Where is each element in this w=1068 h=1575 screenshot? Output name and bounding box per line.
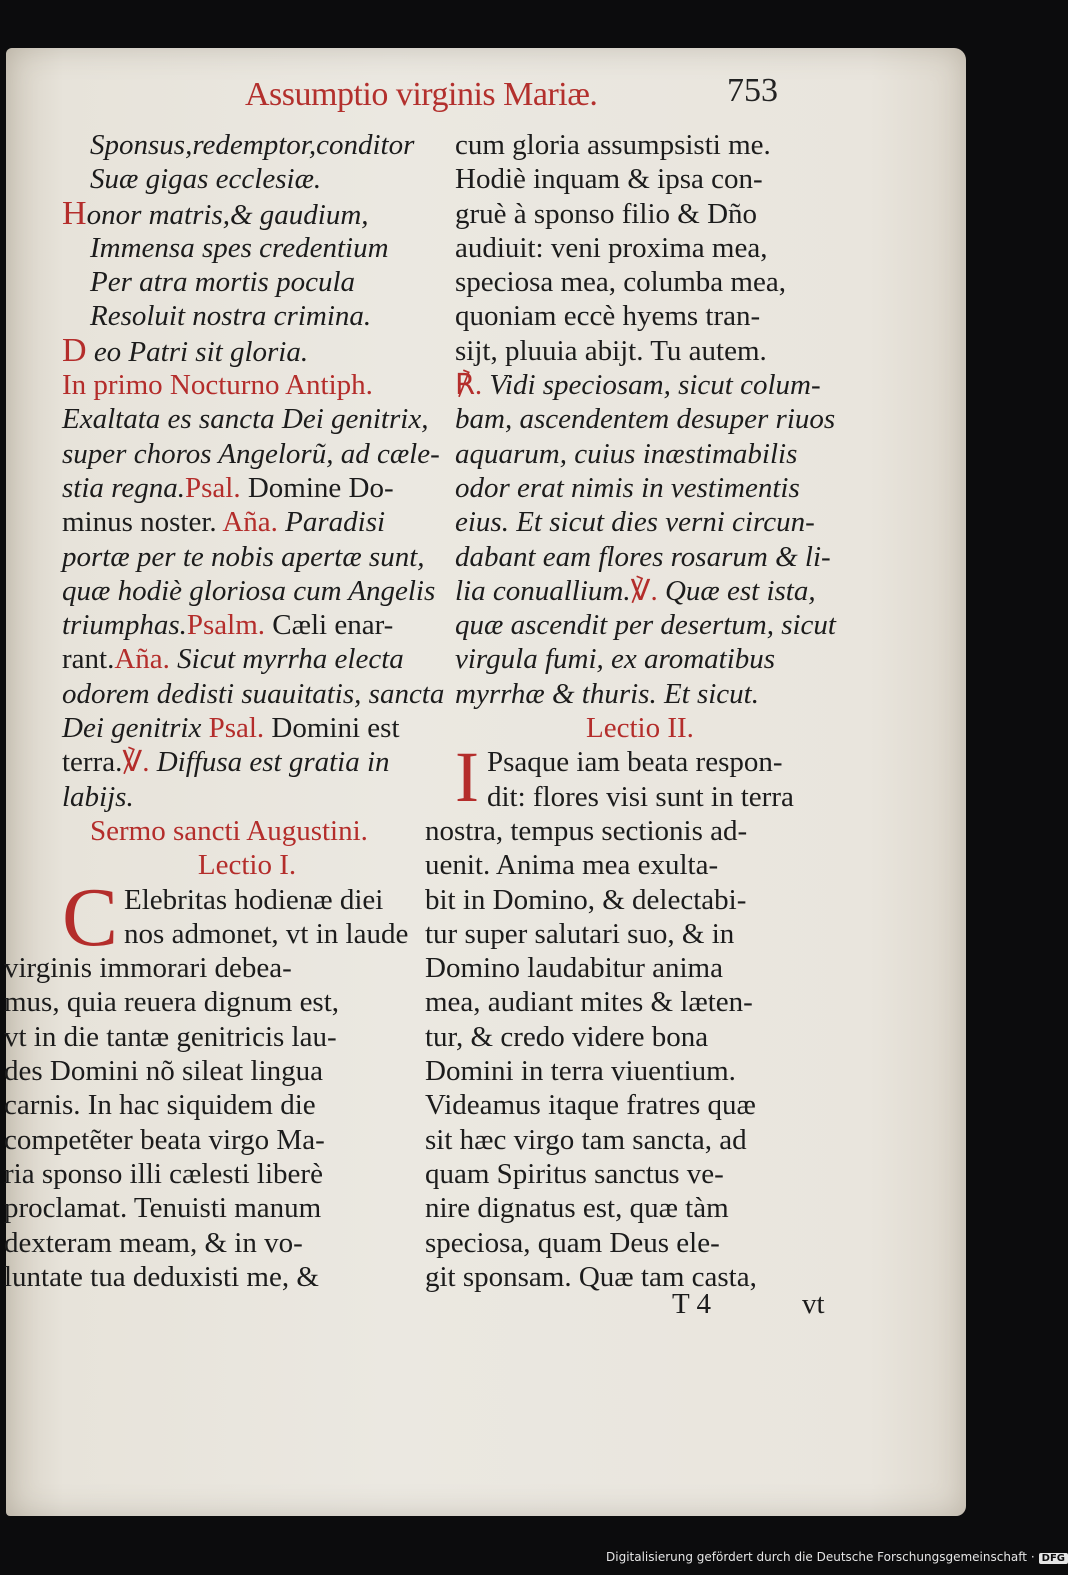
text-segment: portæ per te nobis apertæ sunt,	[62, 540, 425, 573]
antiphon-line	[62, 402, 432, 436]
lectio-1-heading: Lectio I.	[197, 849, 297, 882]
antiphon-line	[62, 540, 432, 574]
responsory-line	[455, 540, 831, 574]
lectio-line: Domini in terra viuentium.	[425, 1055, 736, 1088]
responsory-line	[455, 437, 825, 471]
lectio-line: mea, audiant mites & læten-	[425, 986, 753, 1019]
lectio-line: competẽter beata virgo Ma-	[4, 1123, 325, 1156]
page-number: 753	[727, 72, 778, 109]
text-segment: quæ hodiè gloriosa cum Angelis	[62, 574, 436, 607]
lectio-line: Hodiè inquam & ipsa con-	[455, 163, 763, 196]
decorated-initial-c: C	[62, 870, 119, 964]
lectio-line: audiuit: veni proxima mea,	[455, 231, 768, 264]
responsory-line	[455, 368, 825, 402]
text-segment: quæ ascendit per desertum, sicut	[455, 609, 836, 642]
text-segment: Domini est	[264, 712, 400, 745]
catchword: vt	[802, 1288, 825, 1320]
lectio-line: quoniam eccè hyems tran-	[455, 300, 761, 333]
hymn-line: Suæ gigas ecclesiæ.	[90, 163, 322, 196]
text-segment: myrrhæ & thuris. Et sicut.	[455, 677, 759, 710]
text-segment: minus noster.	[62, 506, 223, 539]
rubric: ℣.	[122, 746, 150, 779]
rubric: Psalm.	[186, 609, 266, 642]
digitization-credit: Digitalisierung gefördert durch die Deutsche Forschungsgemeinschaft · DFG	[606, 1550, 1068, 1564]
lectio-line: Psaque iam beata respon-	[486, 746, 783, 779]
hymn-line: Honor matris,& gaudium,	[62, 194, 369, 232]
lectio-line: dit: flores visi sunt in terra	[486, 780, 794, 813]
lectio-line: nire dignatus est, quæ tàm	[425, 1192, 729, 1225]
text-segment: virgula fumi, ex aromatibus	[455, 643, 776, 676]
rubric: ℣.	[630, 574, 658, 607]
lectio-line: nos admonet, vt in laude	[124, 917, 409, 950]
hymn-line: Resoluit nostra crimina.	[90, 300, 372, 333]
text-segment: dabant eam flores rosarum & li-	[455, 540, 831, 573]
rubric: ℟.	[455, 369, 483, 402]
antiphon-line	[62, 711, 432, 745]
antiphon-line	[62, 745, 432, 779]
lectio-line: speciosa, quam Deus ele-	[425, 1226, 720, 1259]
lectio-line: bit in Domino, & delectabi-	[425, 883, 747, 916]
text-segment: aquarum, cuius inæstimabilis	[455, 437, 798, 470]
doxology-initial: D	[62, 331, 87, 369]
responsory-line	[455, 505, 825, 539]
text-segment: Vidi speciosam, sicut colum-	[482, 369, 821, 402]
lectio-2-heading: Lectio II.	[586, 712, 694, 745]
responsory-line	[455, 402, 836, 436]
lectio-line: git sponsam. Quæ tam casta,	[425, 1260, 757, 1293]
text-segment: Domine Do-	[240, 471, 394, 504]
text-segment: bam, ascendentem desuper riuos	[455, 403, 836, 436]
responsory-line	[455, 471, 825, 505]
lectio-line: proclamat. Tenuisti manum	[4, 1192, 322, 1225]
sermon-heading: Sermo sancti Augustini.	[90, 814, 368, 847]
text-segment: Paradisi	[277, 506, 386, 539]
rubric: Psal.	[208, 712, 265, 745]
lectio-line: carnis. In hac siquidem die	[4, 1089, 316, 1122]
text-segment: Exaltata es sancta Dei genitrix,	[62, 403, 429, 436]
text-segment: super choros Angelorũ, ad cæle-	[62, 437, 440, 470]
lectio-line: sijt, pluuia abijt. Tu autem.	[455, 334, 767, 367]
lectio-line: mus, quia reuera dignum est,	[4, 986, 340, 1019]
text-segment: Quæ est ista,	[657, 574, 816, 607]
lectio-line: tur super salutari suo, & in	[425, 917, 735, 950]
hymn-stanza-1	[62, 128, 432, 197]
antiphon-line	[62, 677, 445, 711]
lectio-line: nostra, tempus sectionis ad-	[425, 814, 748, 847]
lectio-line: cum gloria assumpsisti me.	[455, 129, 771, 161]
lectio-line: speciosa mea, columba mea,	[455, 266, 786, 299]
hymn-line: Sponsus,redemptor,conditor	[90, 129, 415, 161]
antiphon-line	[62, 471, 432, 505]
text-segment: odorem dedisti suauitatis, sancta	[62, 677, 445, 710]
stanza-initial: H	[62, 194, 87, 232]
responsory-line	[455, 642, 825, 676]
text-segment: labijs.	[62, 780, 134, 813]
text-segment: stia regna.	[62, 471, 185, 504]
hymn-line: Immensa spes credentium	[90, 231, 389, 264]
lectio-line: quam Spiritus sanctus ve-	[425, 1157, 724, 1190]
signature-mark: T 4	[672, 1288, 711, 1320]
antiphon-line	[62, 505, 432, 539]
lectio-line: Elebritas hodienæ diei	[124, 883, 384, 916]
lectio-line: gruè à sponso filio & Dño	[455, 197, 758, 230]
antiphon-line	[62, 780, 432, 814]
text-segment: odor erat nimis in vestimentis	[455, 471, 800, 504]
lectio-line: dexteram meam, & in vo-	[4, 1226, 303, 1259]
text-segment: rant.	[62, 643, 115, 676]
text-segment: Sicut myrrha electa	[169, 643, 404, 676]
right-column	[425, 128, 836, 1294]
responsory-line	[455, 574, 825, 608]
hymn-line: Per atra mortis pocula	[90, 266, 356, 299]
antiphon-line	[62, 642, 432, 676]
antiphon-line	[62, 437, 440, 471]
antiphon-line	[62, 574, 436, 608]
lectio-line: tur, & credo videre bona	[425, 1020, 709, 1053]
lectio-continuation	[455, 128, 825, 368]
antiphon-line	[62, 608, 432, 642]
lectio-line: sit hæc virgo tam sancta, ad	[425, 1123, 747, 1156]
text-segment: lia conuallium.	[455, 574, 631, 607]
doxology-line: D eo Patri sit gloria.	[62, 331, 309, 369]
text-segment: Diffusa est gratia in	[149, 746, 390, 779]
text-segment: eius. Et sicut dies verni circun-	[455, 506, 815, 539]
lectio-2-text	[425, 737, 825, 1294]
text-segment: Dei genitrix	[62, 712, 209, 745]
rubric: Aña.	[114, 643, 170, 676]
lectio-line: Videamus itaque fratres quæ	[425, 1089, 756, 1122]
decorated-initial-i: I	[455, 737, 479, 818]
text-segment: terra.	[62, 746, 123, 779]
lectio-line: des Domini nõ sileat lingua	[4, 1055, 323, 1088]
rubric: Aña.	[222, 506, 278, 539]
text-segment: Cæli enar-	[265, 609, 394, 642]
lectio-line: luntate tua deduxisti me, &	[4, 1260, 319, 1293]
lectio-line: vt in die tantæ genitricis lau-	[4, 1020, 337, 1053]
lectio-line: uenit. Anima mea exulta-	[425, 849, 719, 882]
responsory-line	[455, 608, 836, 642]
responsory-line	[455, 677, 825, 711]
text-segment: triumphas.	[62, 609, 187, 642]
lectio-line: virginis immorari debea-	[4, 952, 292, 985]
running-title: Assumptio virginis Mariæ.	[245, 76, 598, 113]
hymn-stanza-2	[62, 231, 432, 334]
left-column	[4, 128, 445, 1294]
responsory	[455, 368, 836, 711]
antiphons	[62, 402, 445, 814]
lectio-line: ria sponso illi cælesti liberè	[4, 1157, 323, 1190]
rubric: Psal.	[184, 471, 241, 504]
dfg-logo: DFG	[1039, 1553, 1068, 1564]
lectio-1-text	[4, 870, 432, 1295]
lectio-line: Domino laudabitur anima	[425, 952, 723, 985]
nocturn-heading: In primo Nocturno Antiph.	[62, 369, 373, 402]
